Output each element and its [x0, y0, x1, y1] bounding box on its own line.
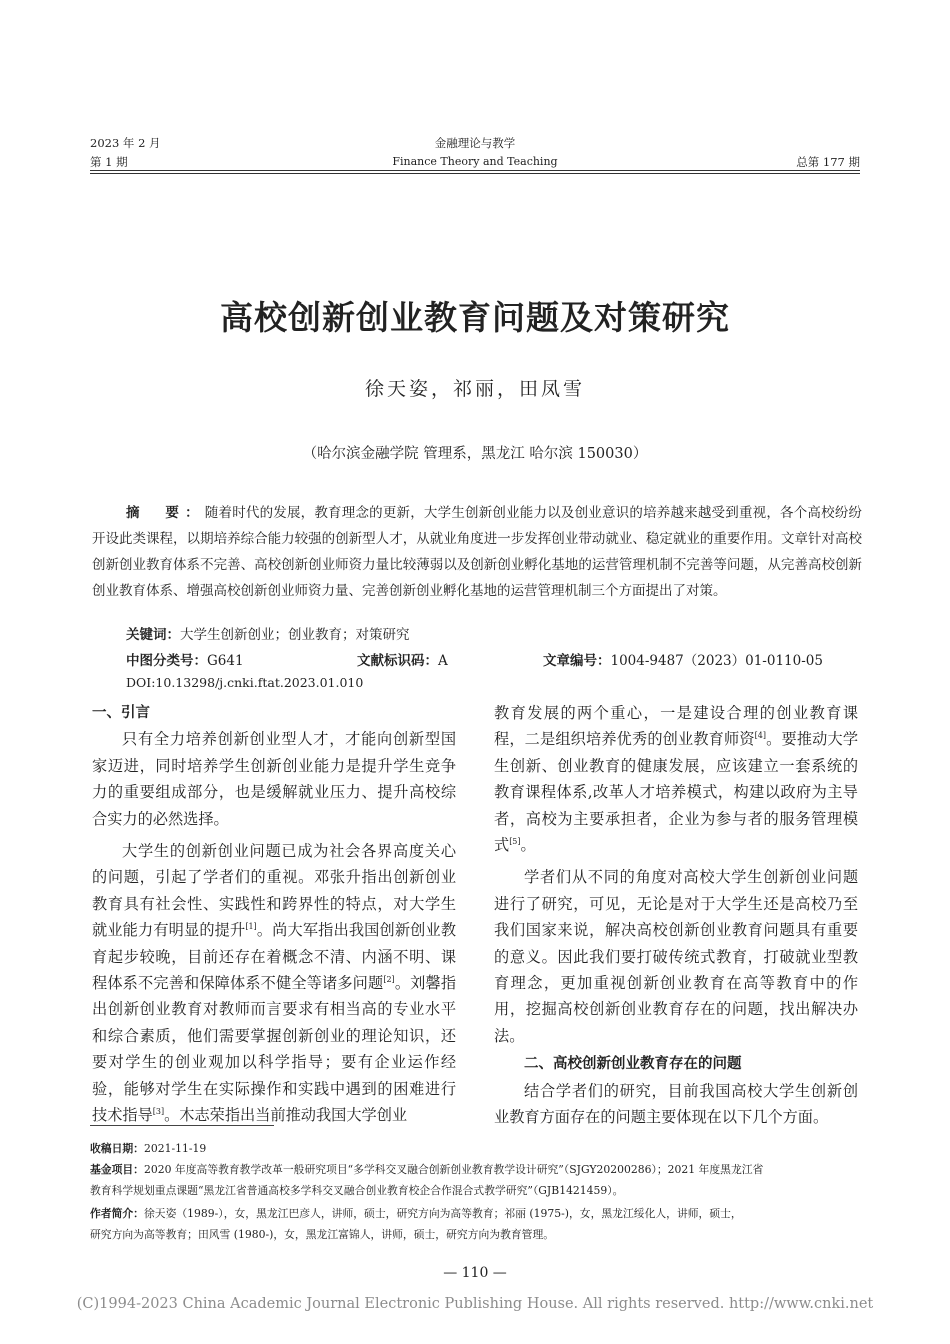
- header-journal-en: Finance Theory and Teaching: [392, 155, 558, 168]
- author-bio-label: 作者简介：: [90, 1207, 144, 1220]
- clc-label: 中图分类号：: [126, 653, 207, 669]
- header-total-issue: 总第 177 期: [796, 155, 860, 169]
- citation-3[interactable]: [3]: [152, 1107, 165, 1117]
- section-2-title: 二、高校创新创业教育存在的问题: [524, 1056, 742, 1073]
- article-no-label: 文章编号：: [543, 653, 611, 669]
- citation-2[interactable]: [2]: [383, 975, 395, 984]
- keywords: [126, 624, 410, 646]
- author-bio-line-2: 研究方向为高等教育；田风雪 (1980-)，女，黑龙江富锦人，讲师，硕士，研究方向为教育管理。: [90, 1228, 555, 1241]
- paper-authors: 徐天姿，祁丽，田凤雪: [364, 378, 585, 400]
- fund-label: 基金项目：: [90, 1163, 144, 1176]
- clc-value: G641: [207, 653, 244, 669]
- header-date: 2023 年 2 月: [90, 136, 161, 150]
- header-journal-cn: 金融理论与教学: [434, 136, 516, 150]
- fund-line-1: 2020 年度高等教育教学改革一般研究项目“多学科交叉融合创新创业教育教学设计研究”（SJGY20200286）；2021 年度黑龙江省: [143, 1163, 764, 1176]
- abstract-label: 摘 要：: [126, 505, 205, 521]
- keywords-text: 大学生创新创业；创业教育；对策研究: [180, 627, 410, 643]
- right-p1-part-b: 。要推动大学生创新、创业教育的健康发展，应该建立一套系统的教育课程体系,改革人才培养模式，构建以政府为主导者，高校为主要承担者，企业为参与者的服务管理模式: [494, 730, 859, 855]
- clc-number: [126, 650, 244, 672]
- footnote-rule: [90, 1125, 274, 1126]
- left-p2-part-a: 大学生的创新创业问题已成为社会各界高度关心的问题，引起了学者们的重视。邓张升指出创新创业教育具有社会性、实践性和跨界性的特点，对大学生就业能力有明显的提升: [92, 842, 456, 940]
- right-paragraph-2: 学者们从不同的角度对高校大学生创新创业问题进行了研究，可见，无论是对于大学生还是高校乃至我们国家来说，解决高校创新创业教育问题具有重要的意义。因此我们要打破传统式教育，打破就业型教育理念，更加重视创新创业教育在高等教育中的作用，挖掘高校创新创业教育存在的问题，找出解决办法。: [494, 868, 858, 1045]
- fund-line-2: 教育科学规划重点课题“黑龙江省普通高校多学科交叉融合创业教育校企合作混合式教学研究”（GJB1421459）。: [90, 1184, 624, 1197]
- citation-1[interactable]: [1]: [245, 922, 257, 932]
- left-p2-part-c: 。刘馨指出创新创业教育对教师而言要求有相当高的专业水平和综合素质，他们需要掌握创新创业的理论知识，还要对学生的创业观加以科学指导；要有企业运作经验，能够对学生在实际操作和实践中遇到的困难进行技术指导: [92, 974, 457, 1125]
- received-label: 收稿日期：: [90, 1142, 144, 1155]
- right-paragraph-3: 结合学者们的研究，目前我国高校大学生创新创业教育方面存在的问题主要体现在以下几个方面。: [494, 1081, 858, 1127]
- citation-5[interactable]: [5]: [509, 836, 521, 846]
- paper-affiliation: （哈尔滨金融学院 管理系，黑龙江 哈尔滨 150030）: [302, 446, 648, 462]
- footnote-fund: [90, 1159, 862, 1201]
- header-rule-thin: [90, 173, 860, 174]
- left-column: [92, 700, 456, 1129]
- footnote-received: [90, 1138, 862, 1159]
- doc-code-label: 文献标识码：: [357, 653, 438, 669]
- page-number: — 110 —: [443, 1265, 507, 1281]
- doi[interactable]: DOI:10.13298/j.cnki.ftat.2023.01.010: [126, 675, 364, 690]
- header-rule-thick: [90, 170, 860, 171]
- section-1-title: 一、引言: [92, 705, 150, 721]
- right-paragraph-1: [494, 700, 858, 858]
- abstract-text: 随着时代的发展，教育理念的更新，大学生创新创业能力以及创业意识的培养越来越受到重视，各个高校纷纷开设此类课程，以期培养综合能力较强的创新型人才，从就业角度进一步发挥创业带动就业、稳定就业的重要作用。文章针对高校创新创业教育体系不完善、高校创新创业师资力量比较薄弱以及创新创业孵化基地的运营管理机制不完善等问题，从完善高校创新创业教育体系、增强高校创新创业师资力量、完善创新创业孵化基地的运营管理机制三个方面提出了对策。: [92, 505, 863, 599]
- article-no-value: 1004-9487（2023）01-0110-05: [610, 653, 823, 669]
- doc-code-value: A: [438, 653, 448, 669]
- keywords-label: 关键词：: [126, 627, 180, 643]
- right-column: [494, 700, 858, 1131]
- author-bio-line-1: 徐天姿（1989-），女，黑龙江巴彦人，讲师，硕士，研究方向为高等教育；祁丽 (1975-)，女，黑龙江绥化人，讲师，硕士，: [143, 1207, 742, 1220]
- abstract: [92, 500, 862, 604]
- left-paragraph-2: [92, 838, 456, 1128]
- right-p1-part-a: 教育发展的两个重心，一是建设合理的创业教育课程，二是组织培养优秀的创业教育师资: [494, 704, 858, 749]
- document-code: [357, 650, 448, 672]
- footnote-authors: [90, 1203, 862, 1245]
- left-p2-part-d: 。木志荣指出当前推动我国大学创业: [164, 1106, 408, 1125]
- left-p2-part-b: 。尚大军指出我国创新创业教育起步较晚，目前还存在着概念不清、内涵不明、课程体系不完善和保障体系不健全等诸多问题: [92, 921, 457, 993]
- copyright-notice: (C)1994-2023 China Academic Journal Electronic Publishing House. All rights reserved. http://www.cnki.net: [76, 1296, 874, 1312]
- citation-4[interactable]: [4]: [754, 731, 767, 741]
- header-issue: 第 1 期: [90, 155, 128, 169]
- article-number: [543, 650, 823, 672]
- received-date: 2021-11-19: [143, 1142, 207, 1155]
- paper-title: 高校创新创业教育问题及对策研究: [220, 298, 730, 337]
- left-paragraph-1: 只有全力培养创新创业型人才，才能向创新型国家迈进，同时培养学生创新创业能力是提升学生竞争力的重要组成部分，也是缓解就业压力、提升高校综合实力的必然选择。: [92, 730, 456, 828]
- right-p1-part-c: 。: [520, 836, 536, 855]
